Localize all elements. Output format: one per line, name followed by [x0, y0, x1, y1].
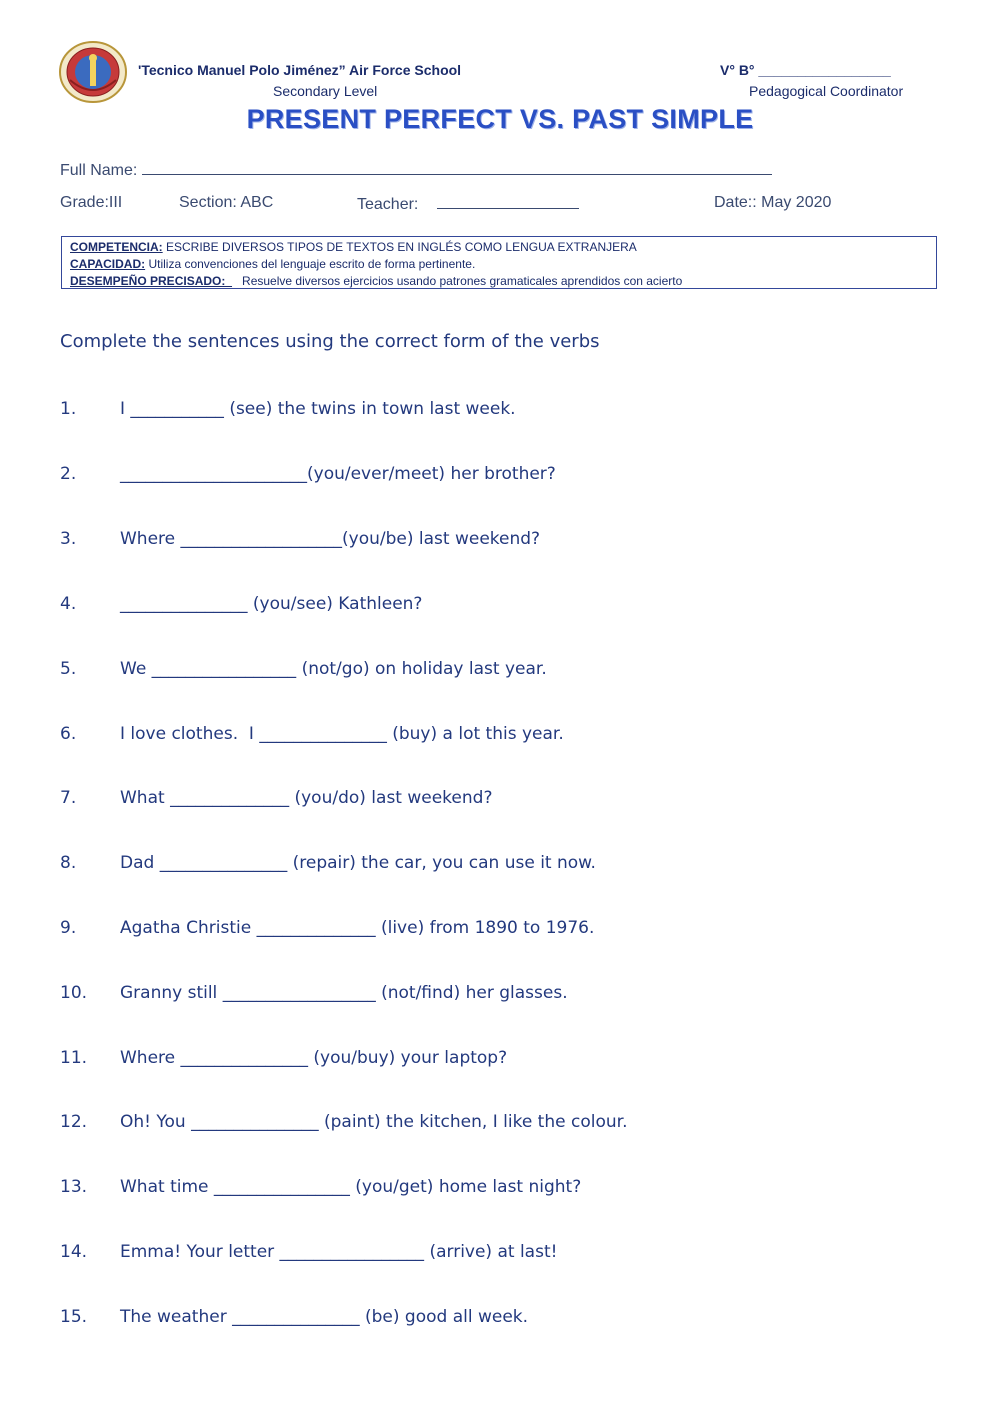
exercise-item[interactable]	[0, 529, 1000, 559]
item-number: 14.	[60, 1242, 88, 1262]
exercise-item[interactable]	[0, 1112, 1000, 1142]
item-sentence: What ______________ (you/do) last weekend?	[120, 788, 493, 808]
school-logo-emblem	[58, 40, 128, 104]
section-label: Section: ABC	[179, 194, 274, 211]
item-number: 7.	[60, 788, 77, 808]
coordinator-label: Pedagogical Coordinator	[749, 83, 904, 99]
item-sentence: What time ________________ (you/get) home last night?	[120, 1177, 582, 1197]
desempeno-text: Resuelve diversos ejercicios usando patrones gramaticales aprendidos con acierto	[232, 274, 683, 288]
exercise-item[interactable]	[0, 464, 1000, 494]
instruction-text: Complete the sentences using the correct form of the verbs	[60, 331, 600, 352]
item-sentence: Where ___________________(you/be) last weekend?	[120, 529, 541, 549]
exercise-item[interactable]	[0, 594, 1000, 624]
item-number: 15.	[60, 1307, 88, 1327]
item-sentence: The weather _______________ (be) good all week.	[120, 1307, 529, 1327]
item-sentence: I ___________ (see) the twins in town last week.	[120, 399, 516, 419]
competencia-text: ESCRIBE DIVERSOS TIPOS DE TEXTOS EN INGLÉS COMO LENGUA EXTRANJERA	[162, 240, 637, 254]
item-sentence: Agatha Christie ______________ (live) from 1890 to 1976.	[120, 918, 595, 938]
school-name: 'Tecnico Manuel Polo Jiménez” Air Force School	[138, 62, 462, 78]
item-sentence: Oh! You _______________ (paint) the kitchen, I like the colour.	[120, 1112, 628, 1132]
item-number: 2.	[60, 464, 77, 484]
exercise-item[interactable]	[0, 1048, 1000, 1078]
item-number: 8.	[60, 853, 77, 873]
full-name-label: Full Name:	[60, 162, 138, 179]
capacidad-text: Utiliza convenciones del lenguaje escrito de forma pertinente.	[145, 257, 476, 271]
teacher-field	[357, 194, 579, 214]
item-number: 12.	[60, 1112, 88, 1132]
item-sentence: Where _______________ (you/buy) your laptop?	[120, 1048, 508, 1068]
exercise-item[interactable]	[0, 853, 1000, 883]
item-number: 13.	[60, 1177, 88, 1197]
teacher-label: Teacher:	[357, 196, 419, 213]
approval-signature-field: V° B° _________________	[720, 62, 891, 78]
competency-box	[61, 236, 937, 289]
desempeno-label: DESEMPEÑO PRECISADO:	[70, 274, 233, 288]
full-name-blank[interactable]	[142, 160, 772, 175]
item-number: 4.	[60, 594, 77, 614]
exercise-item[interactable]	[0, 659, 1000, 689]
desempeno-line	[70, 273, 928, 290]
exercise-item[interactable]	[0, 918, 1000, 948]
full-name-field	[60, 160, 772, 180]
exercise-item[interactable]	[0, 1242, 1000, 1272]
worksheet-title: PRESENT PERFECT VS. PAST SIMPLE	[246, 104, 754, 134]
teacher-blank[interactable]	[437, 194, 579, 209]
item-number: 6.	[60, 724, 77, 744]
item-sentence: Emma! Your letter _________________ (arrive) at last!	[120, 1242, 558, 1262]
exercise-item[interactable]	[0, 788, 1000, 818]
item-sentence: _______________ (you/see) Kathleen?	[120, 594, 423, 614]
item-sentence: ______________________(you/ever/meet) her brother?	[120, 464, 556, 484]
item-sentence: Dad _______________ (repair) the car, you can use it now.	[120, 853, 596, 873]
item-number: 3.	[60, 529, 77, 549]
item-sentence: I love clothes. I _______________ (buy) a lot this year.	[120, 724, 564, 744]
exercise-item[interactable]	[0, 1177, 1000, 1207]
item-number: 5.	[60, 659, 77, 679]
item-number: 10.	[60, 983, 88, 1003]
competencia-line	[70, 239, 928, 256]
exercise-item[interactable]	[0, 399, 1000, 429]
item-sentence: Granny still __________________ (not/find) her glasses.	[120, 983, 568, 1003]
capacidad-label: CAPACIDAD:	[70, 257, 146, 271]
item-number: 1.	[60, 399, 77, 419]
school-level: Secondary Level	[273, 83, 378, 99]
item-sentence: We _________________ (not/go) on holiday last year.	[120, 659, 547, 679]
exercise-item[interactable]	[0, 724, 1000, 754]
item-number: 11.	[60, 1048, 88, 1068]
item-number: 9.	[60, 918, 77, 938]
exercise-item[interactable]	[0, 1307, 1000, 1337]
capacidad-line	[70, 256, 928, 273]
exercise-item[interactable]	[0, 983, 1000, 1013]
grade-label: Grade:III	[60, 194, 123, 211]
date-label: Date:: May 2020	[714, 194, 832, 211]
competencia-label: COMPETENCIA:	[70, 240, 163, 254]
